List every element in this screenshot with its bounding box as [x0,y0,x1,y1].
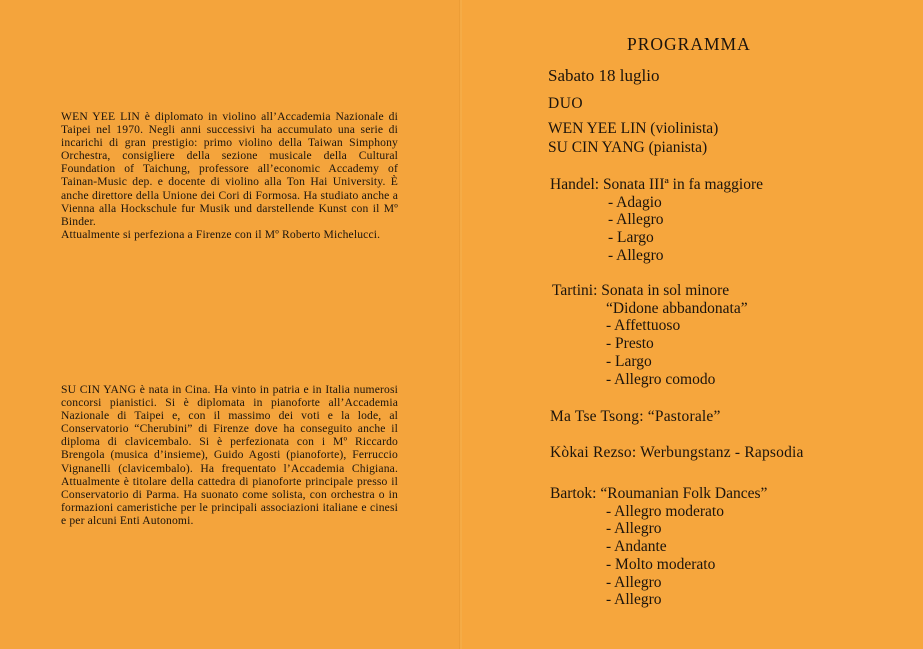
bio-paragraph: Attualmente si perfeziona a Firenze con il Mº Roberto Michelucci. [61,227,381,241]
performer: SU CIN YANG (pianista) [548,139,708,156]
movement: - Adagio [608,193,662,211]
program-piece-kokai-rezso: Kòkai Rezso: Werbungstanz - Rapsodia [550,444,804,461]
movement: - Allegro [606,591,662,609]
program-piece-bartok [550,485,767,609]
concert-date: Sabato 18 luglio [548,66,660,85]
piece-subtitle: “Didone abbandonata” [606,299,748,317]
piece-title: Tartini: Sonata in sol minore [552,282,730,299]
movement: - Allegro [606,520,662,538]
program-piece-tartini [552,282,748,388]
program-piece-ma-tse-tsong: Ma Tse Tsong: “Pastorale” [550,408,721,425]
movement: - Largo [606,352,652,370]
movement: - Molto moderato [606,555,716,573]
movement: - Allegro [606,573,662,591]
performer: WEN YEE LIN (violinista) [548,120,719,137]
movement: - Largo [608,229,654,247]
biography-wen-yee-lin [61,110,398,241]
movement: - Allegro moderato [606,502,724,520]
program-piece-handel [550,176,763,265]
piece-title: Bartok: “Roumanian Folk Dances” [550,485,768,502]
movement: - Affettuoso [606,317,681,335]
bio-paragraph: SU CIN YANG è nata in Cina. Ha vinto in patria e in Italia numerosi concorsi pianistici. Si è diplomata in pianoforte all’Accademia Nazionale di Taipei e, con il massimo dei voti e la lode, al Conservatorio “Cherubini” di Firenze dove ha conseguito anche il diploma di clavicembalo. Si è perfezionata con i Mº Riccardo Brengola (musica d’insieme), Guido Agosti (pianoforte), Ferruccio Vignanelli (clavicembalo). Ha frequentato l’Accademia Chigiana. Attualmente è titolare della cattedra di pianoforte principale presso il Conservatorio di Parma. Ha suonato come solista, con orchestra o in formazioni cameristiche per le principali associazioni italiane e cinesi e per alcuni Enti Autonomi. [61,383,398,527]
biography-su-cin-yang [61,383,398,527]
movement: - Presto [606,335,654,353]
movement: - Allegro [608,211,664,229]
movement: - Allegro comodo [606,370,716,388]
performers-list [548,119,718,157]
movement: - Andante [606,538,667,556]
bio-paragraph: WEN YEE LIN è diplomato in violino all’Accademia Nazionale di Taipei nel 1970. Negli anni successivi ha accumulato una serie di incarichi di gran prestigio: primo violino della Taiwan Simphony Orchestra, consigliere della sezione musicale della Cultural Foundation of Taichung, professore all’economic Accademy of Tainan-Music dep. e docente di violino alla Ton Hai University. È anche direttore della Unione dei Cori di Formosa. Ha studiato anche a Vienna alla Hockschule fur Musik und darstellende Kunst con il Mº Binder. [61,110,398,228]
left-page [0,0,460,649]
ensemble-label: DUO [548,95,584,112]
program-title: PROGRAMMA [627,34,751,54]
movement: - Allegro [608,246,664,264]
piece-title: Handel: Sonata IIIª in fa maggiore [550,176,764,193]
